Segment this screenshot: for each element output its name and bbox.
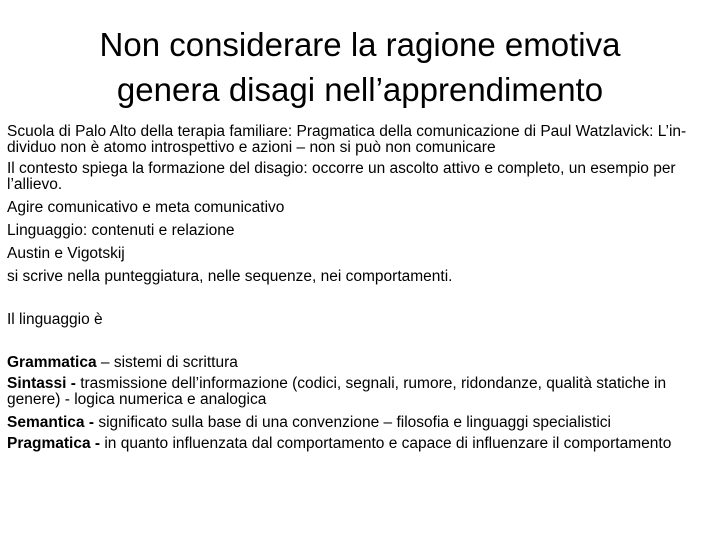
item-term: Pragmatica - bbox=[7, 435, 105, 452]
item-term: Semantica - bbox=[7, 414, 99, 431]
paragraph-linguaggio: Linguaggio: contenuti e relazione bbox=[7, 222, 235, 239]
item-text: trasmissione dell’informazione (codici, segnali, rumore, ridondanze, qualità statiche in genere) - logica numerica e analogica bbox=[7, 375, 667, 408]
title-line-1: Non considerare la ragione emotiva bbox=[99, 26, 621, 63]
spacer bbox=[7, 290, 715, 310]
item-text: in quanto influenzata dal comportamento e capace di influenzare il comportamento bbox=[104, 435, 672, 452]
spacer bbox=[7, 333, 715, 353]
item-text: significato sulla base di una convenzione – filosofia e linguaggi specialistici bbox=[98, 414, 611, 431]
item-term: Sintassi - bbox=[7, 375, 81, 392]
item-text: – sistemi di scrittura bbox=[96, 354, 238, 371]
item-pragmatica bbox=[7, 436, 715, 452]
paragraph-palo-alto: Scuola di Palo Alto della terapia familiare: Pragmatica della comunicazione di Paul Watzlavick: L’in-dividuo non è atomo introspettivo e azioni – non si può non comunicare bbox=[7, 123, 687, 156]
title-line-2: genera disagi nell’apprendimento bbox=[116, 71, 604, 108]
paragraph-il-linguaggio: Il linguaggio è bbox=[7, 311, 103, 328]
slide-body bbox=[7, 124, 715, 457]
item-sintassi bbox=[7, 376, 715, 408]
paragraph-punteggiatura: si scrive nella punteggiatura, nelle sequenze, nei comportamenti. bbox=[7, 268, 453, 285]
item-grammatica bbox=[7, 353, 715, 372]
item-term: Grammatica bbox=[7, 354, 97, 371]
paragraph-austin: Austin e Vigotskij bbox=[7, 245, 125, 262]
paragraph-agire: Agire comunicativo e meta comunicativo bbox=[7, 199, 285, 216]
item-semantica bbox=[7, 413, 715, 432]
paragraph-contesto: Il contesto spiega la formazione del disagio: occorre un ascolto attivo e completo, un esempio per l’allievo. bbox=[7, 160, 676, 193]
slide-title bbox=[40, 22, 680, 112]
